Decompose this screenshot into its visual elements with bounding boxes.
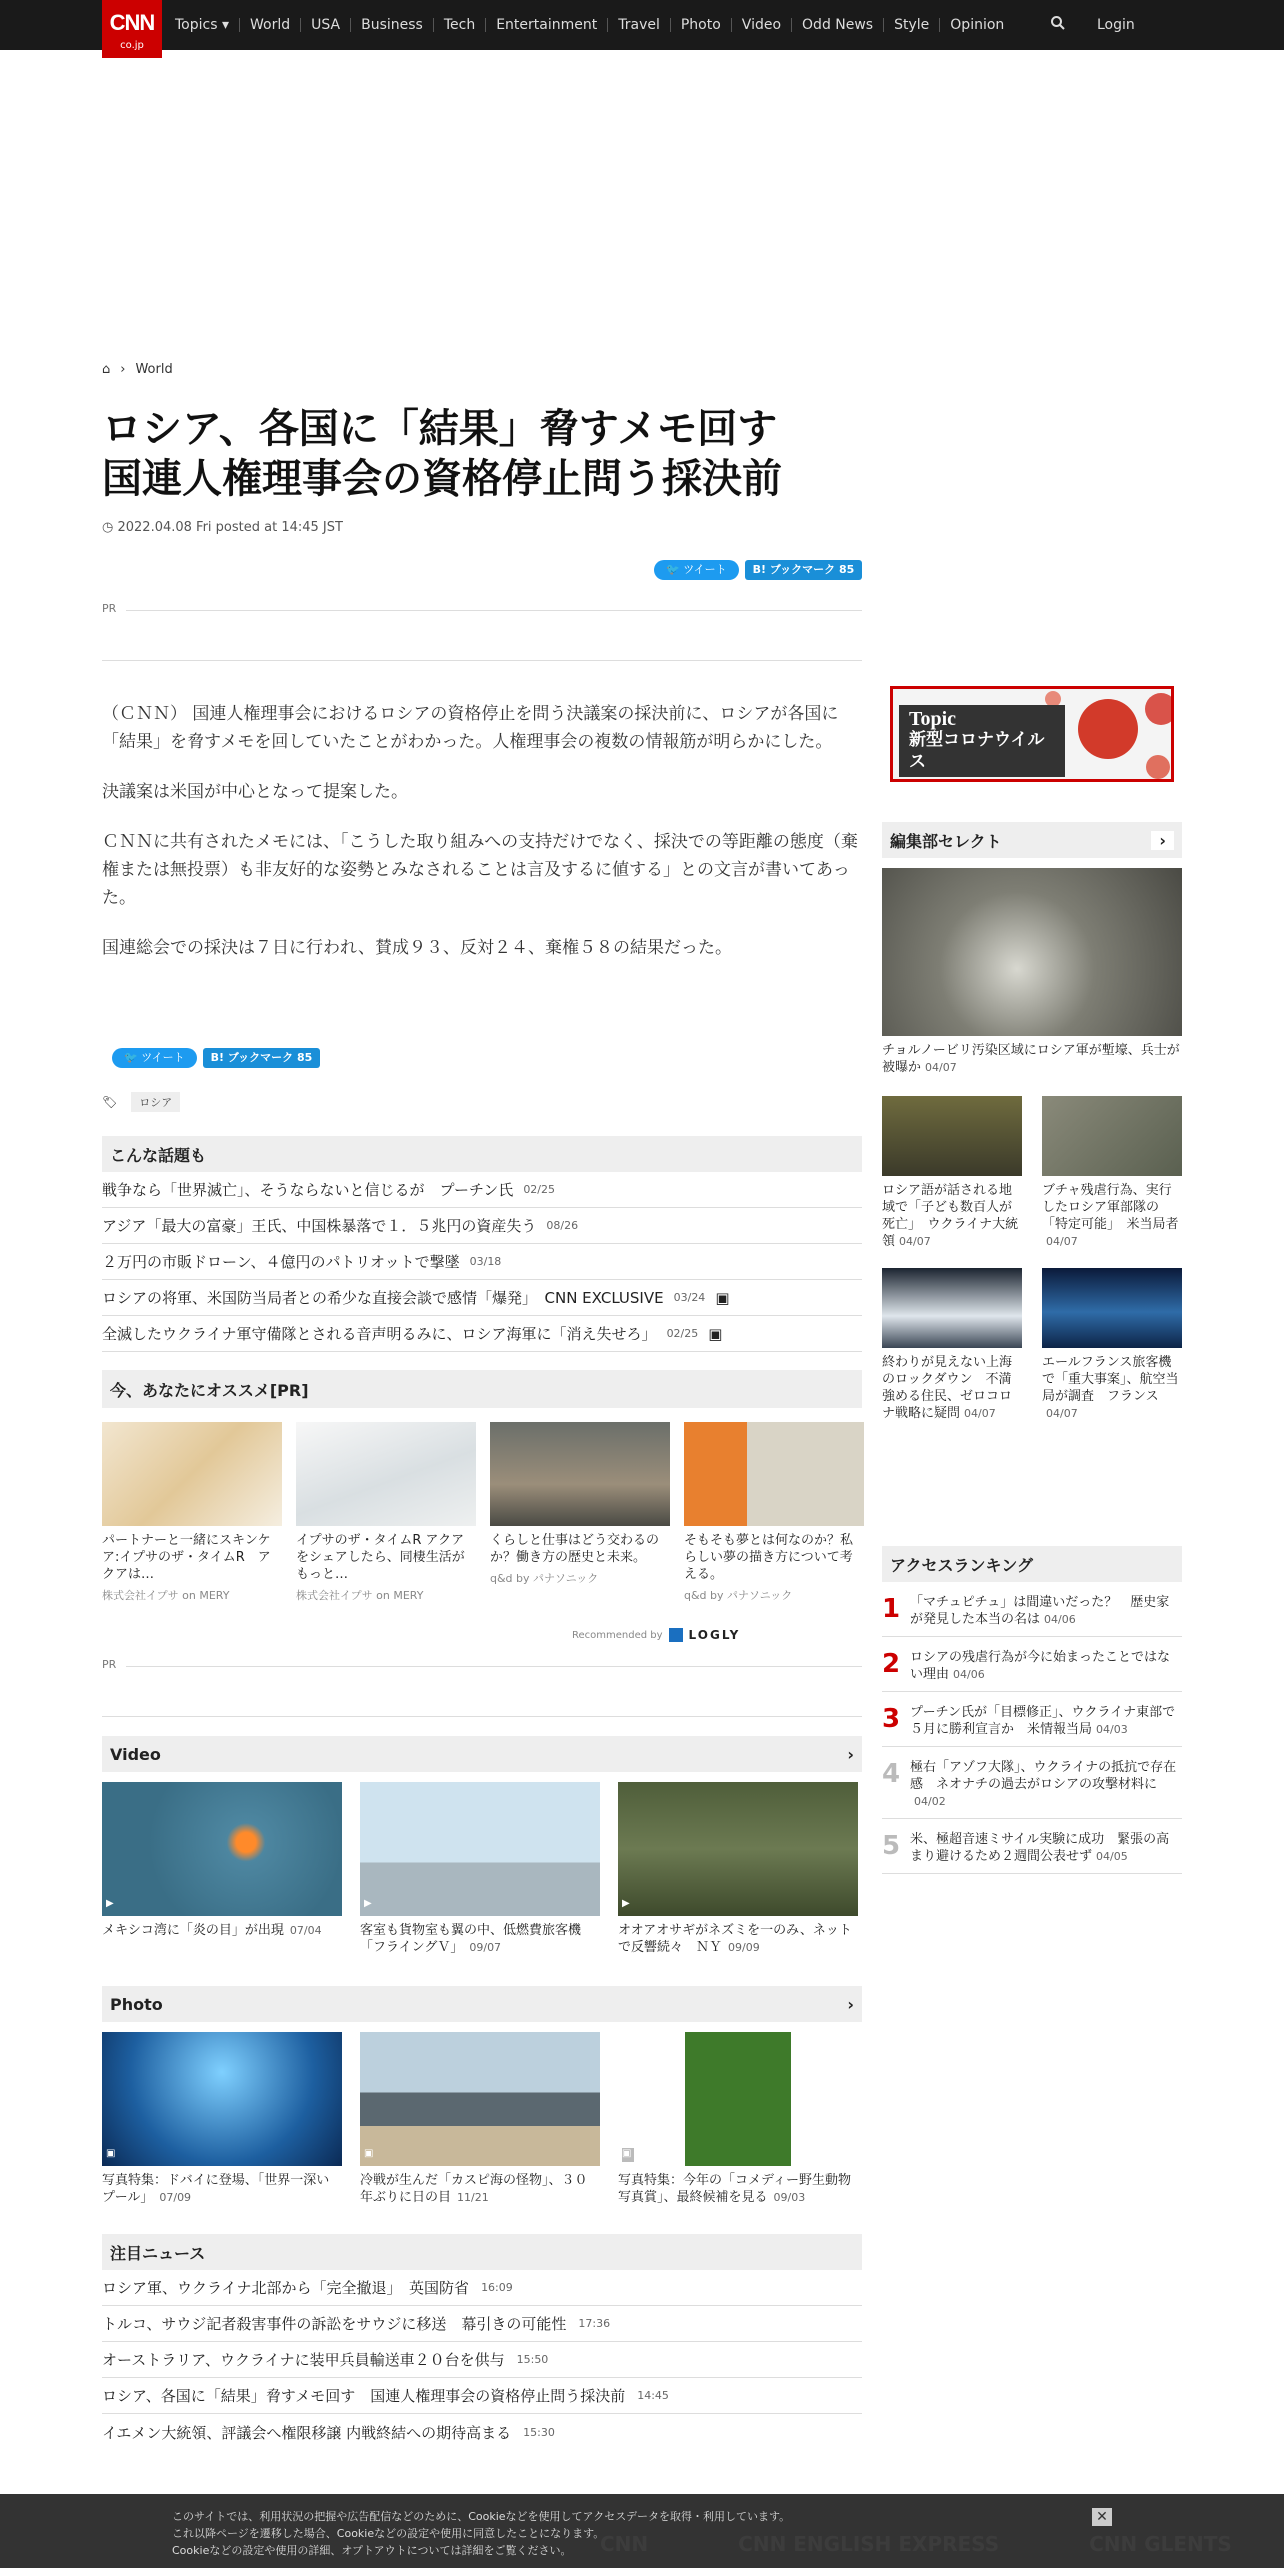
video-icon: ▣ [715,1288,730,1307]
section-heading: Video › [102,1736,862,1772]
section-heading: 注目ニュース [102,2234,862,2270]
section-heading: 今、あなたにオススメ[PR] [102,1370,862,1408]
recommend-card[interactable]: イプサのザ・タイムR アクアをシェアしたら、同棲生活がもっと… 株式会社イプサ on MERY [296,1422,476,1603]
nav-entertainment[interactable]: Entertainment [485,18,607,32]
section-heading: こんな話題も [102,1136,862,1172]
nav-opinion[interactable]: Opinion [939,18,1014,32]
article-title: ロシア、各国に「結果」脅すメモ回す 国連人権理事会の資格停止問う採決前 [102,406,782,502]
divider [102,660,862,661]
ranking-item[interactable]: 1 「マチュピチュ」は間違いだった？ 歴史家が発見した本当の名は 04/06 [882,1582,1182,1637]
photo-card[interactable]: ▣ 冷戦が生んだ「カスピ海の怪物」、３０年ぶりに日の目 11/21 [360,2032,600,2206]
paragraph: 決議案は米国が中心となって提案した。 [102,782,408,802]
list-item[interactable]: アジア「最大の富豪」王氏、中国株暴落で１．５兆円の資産失う 08/26 [102,1208,862,1244]
tag-list [102,1092,180,1112]
editor-select [882,822,1182,1422]
related-topics [102,1136,862,1352]
tag-russia[interactable]: ロシア [131,1092,180,1112]
play-icon: ▶ [106,1898,114,1909]
thumbnail-image [296,1422,476,1526]
tweet-button[interactable]: 🐦 ツイート [112,1048,197,1068]
chevron-right-icon[interactable]: › [847,1994,854,2014]
chevron-right-icon[interactable]: › [1151,831,1174,850]
cookie-banner [0,2494,1284,2568]
top-navbar [0,0,1284,50]
hatena-bookmark-button[interactable]: B! ブックマーク 85 [745,560,863,580]
play-icon: ▶ [364,1898,372,1909]
list-item[interactable]: ロシア軍、ウクライナ北部から「完全撤退」 英国防省 16:09 [102,2270,862,2306]
hatena-bookmark-button[interactable]: B! ブックマーク 85 [203,1048,321,1068]
video-section [102,1736,862,1956]
pr-divider: PR [102,1658,862,1674]
nav-video[interactable]: Video [731,18,791,32]
editor-card[interactable]: エールフランス旅客機で「重大事案」、航空当局が調査 フランス04/07 [1042,1268,1182,1422]
logly-logo-icon [669,1628,683,1642]
close-icon[interactable]: ✕ [1092,2508,1112,2526]
section-heading: Photo › [102,1986,862,2022]
topic-label: Topic 新型コロナウイルス [899,705,1065,777]
photo-section [102,1986,862,2206]
editor-card[interactable]: ブチャ残虐行為、実行したロシア軍部隊の「特定可能」 米当局者04/07 [1042,1096,1182,1250]
topic-banner-coronavirus[interactable] [890,686,1174,782]
recommend-card[interactable]: そもそも夢とは何なのか？私らしい夢の描き方について考える。 q&d by パナソニック [684,1422,864,1603]
pr-divider: PR [102,602,862,618]
article-body [102,700,862,984]
editor-card[interactable]: ロシア語が話される地域で「子ども数百人が死亡」 ウクライナ大統領 04/07 [882,1096,1022,1250]
thumbnail-image [360,2032,600,2166]
thumbnail-image [102,2032,342,2166]
photo-card[interactable]: ▣ 写真特集：ドバイに登場、「世界一深いプール」 07/09 [102,2032,342,2206]
list-item[interactable]: 戦争なら「世界滅亡」、そうならないと信じるが プーチン氏 02/25 [102,1172,862,1208]
search-icon[interactable] [1050,15,1068,33]
thumbnail-image [102,1422,282,1526]
cookie-text: このサイトでは、利用状況の把握や広告配信などのために、Cookieなどを使用してアクセスデータを取得・利用しています。 これ以降ページを遷移した場合、Cookieなどの設定や使用に同意したことになります。 Cookieなどの設定や使用の詳細、オプトアウトについては詳細をご覧ください。 [172,2510,791,2557]
list-item[interactable]: ロシア、各国に「結果」脅すメモ回す 国連人権理事会の資格停止問う採決前 14:45 [102,2378,862,2414]
nav-world[interactable]: World [239,18,300,32]
nav-travel[interactable]: Travel [607,18,670,32]
list-item[interactable]: ２万円の市販ドローン、４億円のパトリオットで撃墜 03/18 [102,1244,862,1280]
breadcrumb-world[interactable]: World [135,362,173,377]
login-link[interactable]: Login [1097,17,1135,33]
list-item[interactable]: ロシアの将軍、米国防当局者との希少な直接会談で感情「爆発」 CNN EXCLUSIVE 03/24 ▣ [102,1280,862,1316]
breadcrumb [102,362,173,377]
photo-icon: ▣ [106,2148,116,2159]
ranking-item[interactable]: 3 プーチン氏が「目標修正」、ウクライナ東部で５月に勝利宣言か 米情報当局 04/03 [882,1692,1182,1747]
tweet-button[interactable]: 🐦 ツイート [654,560,739,580]
nav-tech[interactable]: Tech [433,18,485,32]
footer-brands: CNN CNN ENGLISH EXPRESS CNN GLENTS [600,2532,1232,2556]
paragraph: 国連総会での採決は７日に行われ、賛成９３、反対２４、棄権５８の結果だった。 [102,938,733,958]
video-icon: ▣ [708,1324,723,1343]
thumbnail-image [1042,1268,1182,1348]
thumbnail-image [618,1782,858,1916]
video-card[interactable]: ▶ 客室も貨物室も翼の中、低燃費旅客機「フライングＶ」 09/07 [360,1782,600,1956]
paragraph: （ＣＮＮ） 国連人権理事会におけるロシアの資格停止を問う決議案の採決前に、ロシアが各国に「結果」を脅すメモを回していたことがわかった。人権理事会の複数の情報筋が明らかにした。 [102,704,839,752]
paragraph: ＣＮＮに共有されたメモには、「こうした取り組みへの支持だけでなく、採決での等距離の態度（棄権または無投票）も非友好的な姿勢とみなされることは言及するに値する」との文言が書いてあった。 [102,832,858,908]
chevron-right-icon[interactable]: › [847,1744,854,1764]
thumbnail-image [1042,1096,1182,1176]
thumbnail-image [618,2032,858,2166]
ranking-item[interactable]: 5 米、極超音速ミサイル実験に成功 緊張の高まり避けるため２週間公表せず 04/05 [882,1819,1182,1874]
list-item[interactable]: オーストラリア、ウクライナに装甲兵員輸送車２０台を供与 15:50 [102,2342,862,2378]
play-icon: ▶ [622,1898,630,1909]
nav-style[interactable]: Style [883,18,939,32]
nav-odd-news[interactable]: Odd News [791,18,883,32]
list-item[interactable]: トルコ、サウジ記者殺害事件の訴訟をサウジに移送 幕引きの可能性 17:36 [102,2306,862,2342]
cnn-logo[interactable]: CNN co.jp [102,0,162,58]
featured-news [102,2234,862,2450]
section-heading: アクセスランキング [882,1546,1182,1582]
nav-business[interactable]: Business [350,18,433,32]
chevron-right-icon: › [120,362,126,377]
list-item[interactable]: イエメン大統領、評議会へ権限移譲 内戦終結への期待高まる 15:30 [102,2423,555,2442]
recommendations [102,1370,862,1603]
divider [102,1716,862,1717]
photo-icon: ▣ [364,2148,374,2159]
thumbnail-image [882,1268,1022,1348]
thumbnail-image [102,1782,342,1916]
video-card[interactable]: ▶ メキシコ湾に「炎の目」が出現 07/04 [102,1782,342,1956]
tag-icon: 🏷 [102,1095,118,1109]
thumbnail-image [684,1422,864,1526]
nav-topics[interactable]: Topics ▾ [175,17,229,33]
main-nav [165,0,1014,50]
recommend-card[interactable]: くらしと仕事はどう交わるのか？働き方の歴史と未来。 q&d by パナソニック [490,1422,670,1603]
section-heading: 編集部セレクト › [882,822,1182,858]
thumbnail-image [882,868,1182,1036]
nav-usa[interactable]: USA [300,18,350,32]
ranking-item[interactable]: 2 ロシアの残虐行為が今に始まったことではない理由 04/06 [882,1637,1182,1692]
video-card[interactable]: ▶ オオアオサギがネズミを一のみ、ネットで反響続々 ＮＹ 09/09 [618,1782,858,1956]
thumbnail-image [490,1422,670,1526]
clock-icon: ◷ [102,520,118,535]
editor-card[interactable]: 終わりが見えない上海のロックダウン 不満強める住民、ゼロコロナ戦略に疑問 04/07 [882,1268,1022,1422]
access-ranking [882,1546,1182,1874]
editor-main-card[interactable]: チョルノービリ汚染区域にロシア軍が塹壕、兵士が被曝か 04/07 [882,868,1182,1076]
thumbnail-image [882,1096,1022,1176]
photo-icon: ▣ [622,2148,634,2162]
photo-card[interactable]: ▣ 写真特集：今年の「コメディー野生動物写真賞」、最終候補を見る 09/03 [618,2032,858,2206]
recommend-card[interactable]: パートナーと一緒にスキンケア:イプサのザ・タイムR アクアは… 株式会社イプサ on MERY [102,1422,282,1603]
share-buttons-top [654,560,862,580]
list-item[interactable]: 全滅したウクライナ軍守備隊とされる音声明るみに、ロシア海軍に「消え失せろ」 02/25 ▣ [102,1316,862,1352]
share-buttons-bottom [112,1048,320,1068]
article-date: ◷ 2022.04.08 Fri posted at 14:45 JST [102,520,343,535]
nav-photo[interactable]: Photo [670,18,731,32]
logly-credit[interactable]: Recommended by LOGLY [572,1628,741,1642]
home-icon[interactable]: ⌂ [102,362,111,377]
ranking-item[interactable]: 4 極右「アゾフ大隊」、ウクライナの抵抗で存在感 ネオナチの過去がロシアの攻撃材料に04/02 [882,1747,1182,1819]
thumbnail-image [360,1782,600,1916]
